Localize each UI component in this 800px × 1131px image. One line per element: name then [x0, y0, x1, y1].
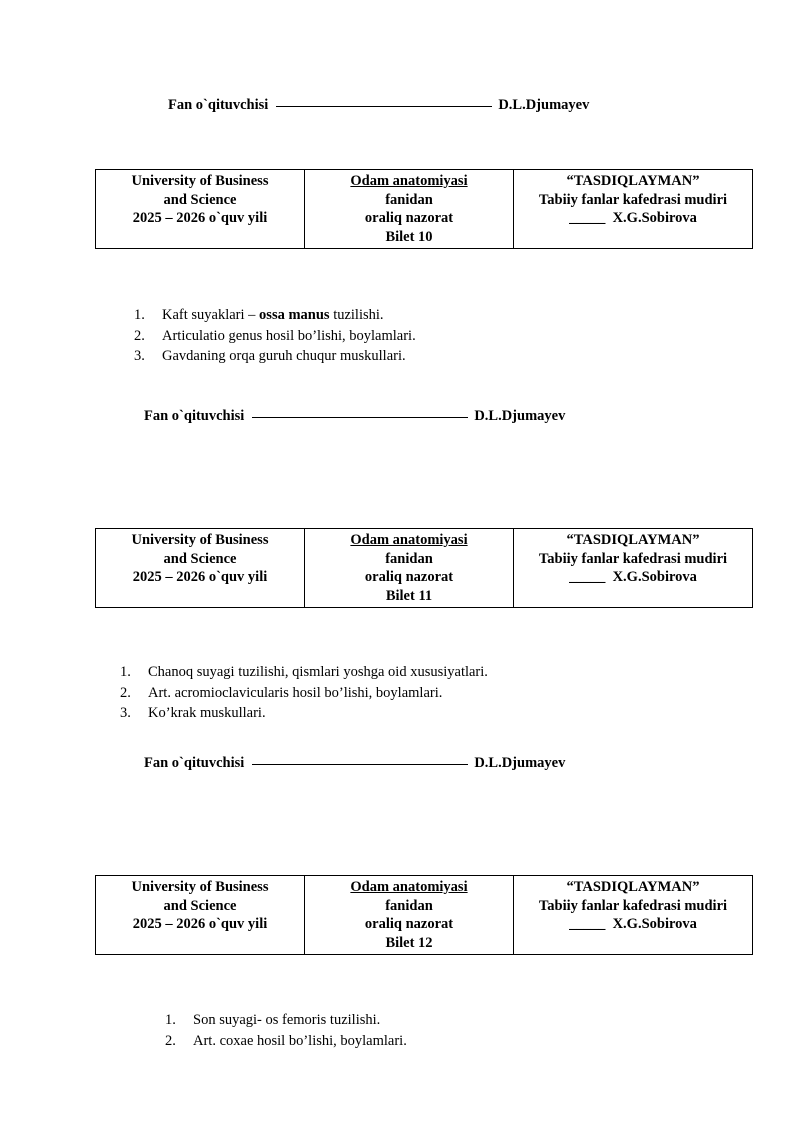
subject-cell — [305, 876, 514, 955]
subject-suffix: fanidan — [385, 550, 433, 567]
academic-year: 2025 – 2026 o`quv yili — [132, 916, 268, 932]
subject-name: Odam anatomiyasi — [350, 532, 468, 548]
approval-cell — [514, 876, 753, 955]
institution-name-line1: University of Business — [131, 532, 269, 548]
signature-name: D.L.Djumayev — [474, 408, 566, 424]
question-list — [134, 305, 416, 367]
signature-name: D.L.Djumayev — [474, 755, 566, 771]
signature-underline — [252, 764, 468, 765]
signature-underline — [276, 106, 492, 107]
approval-title: “TASDIQLAYMAN” — [566, 532, 700, 548]
institution-name-line2: and Science — [163, 550, 237, 567]
list-item: 2. Art. acromioclavicularis hosil bo’lishi, boylamlari. — [120, 684, 443, 701]
approver-blank: _____ — [569, 916, 606, 932]
list-item: 1. Kaft suyaklari – ossa manus tuzilishi. — [134, 307, 384, 323]
list-item: 3. Ko’krak muskullari. — [120, 705, 266, 721]
list-item: 2. Articulatio genus hosil bo’lishi, boylamlari. — [134, 327, 416, 344]
signature-label: Fan o`qituvchisi — [168, 97, 269, 113]
approval-title: “TASDIQLAYMAN” — [566, 879, 700, 895]
signature-label: Fan o`qituvchisi — [144, 408, 245, 424]
department-head: Tabiiy fanlar kafedrasi mudiri — [538, 191, 728, 208]
list-item: 1. Son suyagi- os femoris tuzilishi. — [165, 1012, 381, 1028]
approver-name: X.G.Sobirova — [612, 569, 697, 585]
ticket-number: Bilet 10 — [385, 228, 433, 245]
exam-type: oraliq nazorat — [364, 569, 454, 585]
question-list — [120, 662, 488, 724]
subject-name: Odam anatomiyasi — [350, 173, 468, 189]
teacher-signature-line — [168, 97, 589, 114]
approver-name: X.G.Sobirova — [612, 916, 697, 932]
subject-cell — [305, 170, 514, 249]
subject-cell — [305, 529, 514, 608]
list-item: 1. Chanoq suyagi tuzilishi, qismlari yoshga oid xususiyatlari. — [120, 664, 488, 680]
ticket-number: Bilet 11 — [385, 587, 433, 604]
ticket-number: Bilet 12 — [385, 934, 433, 951]
exam-type: oraliq nazorat — [364, 916, 454, 932]
institution-cell — [96, 529, 305, 608]
department-head: Tabiiy fanlar kafedrasi mudiri — [538, 550, 728, 567]
signature-label: Fan o`qituvchisi — [144, 755, 245, 771]
academic-year: 2025 – 2026 o`quv yili — [132, 210, 268, 226]
approval-cell — [514, 529, 753, 608]
signature-underline — [252, 417, 468, 418]
approver-blank: _____ — [569, 210, 606, 226]
subject-name: Odam anatomiyasi — [350, 879, 468, 895]
approval-cell — [514, 170, 753, 249]
teacher-signature-line — [144, 408, 565, 425]
ticket-header-table — [95, 169, 753, 249]
institution-cell — [96, 170, 305, 249]
academic-year: 2025 – 2026 o`quv yili — [132, 569, 268, 585]
institution-name-line1: University of Business — [131, 879, 269, 895]
department-head: Tabiiy fanlar kafedrasi mudiri — [538, 897, 728, 914]
institution-cell — [96, 876, 305, 955]
list-item: 2. Art. coxae hosil bo’lishi, boylamlari. — [165, 1032, 407, 1049]
teacher-signature-line — [144, 755, 565, 772]
approver-name: X.G.Sobirova — [612, 210, 697, 226]
exam-type: oraliq nazorat — [364, 210, 454, 226]
subject-suffix: fanidan — [385, 897, 433, 914]
list-item: 3. Gavdaning orqa guruh chuqur muskullari. — [134, 348, 406, 364]
signature-name: D.L.Djumayev — [498, 97, 590, 113]
institution-name-line2: and Science — [163, 897, 237, 914]
question-list — [165, 1010, 407, 1051]
institution-name-line2: and Science — [163, 191, 237, 208]
ticket-header-table — [95, 875, 753, 955]
approval-title: “TASDIQLAYMAN” — [566, 173, 700, 189]
institution-name-line1: University of Business — [131, 173, 269, 189]
ticket-header-table — [95, 528, 753, 608]
approver-blank: _____ — [569, 569, 606, 585]
subject-suffix: fanidan — [385, 191, 433, 208]
